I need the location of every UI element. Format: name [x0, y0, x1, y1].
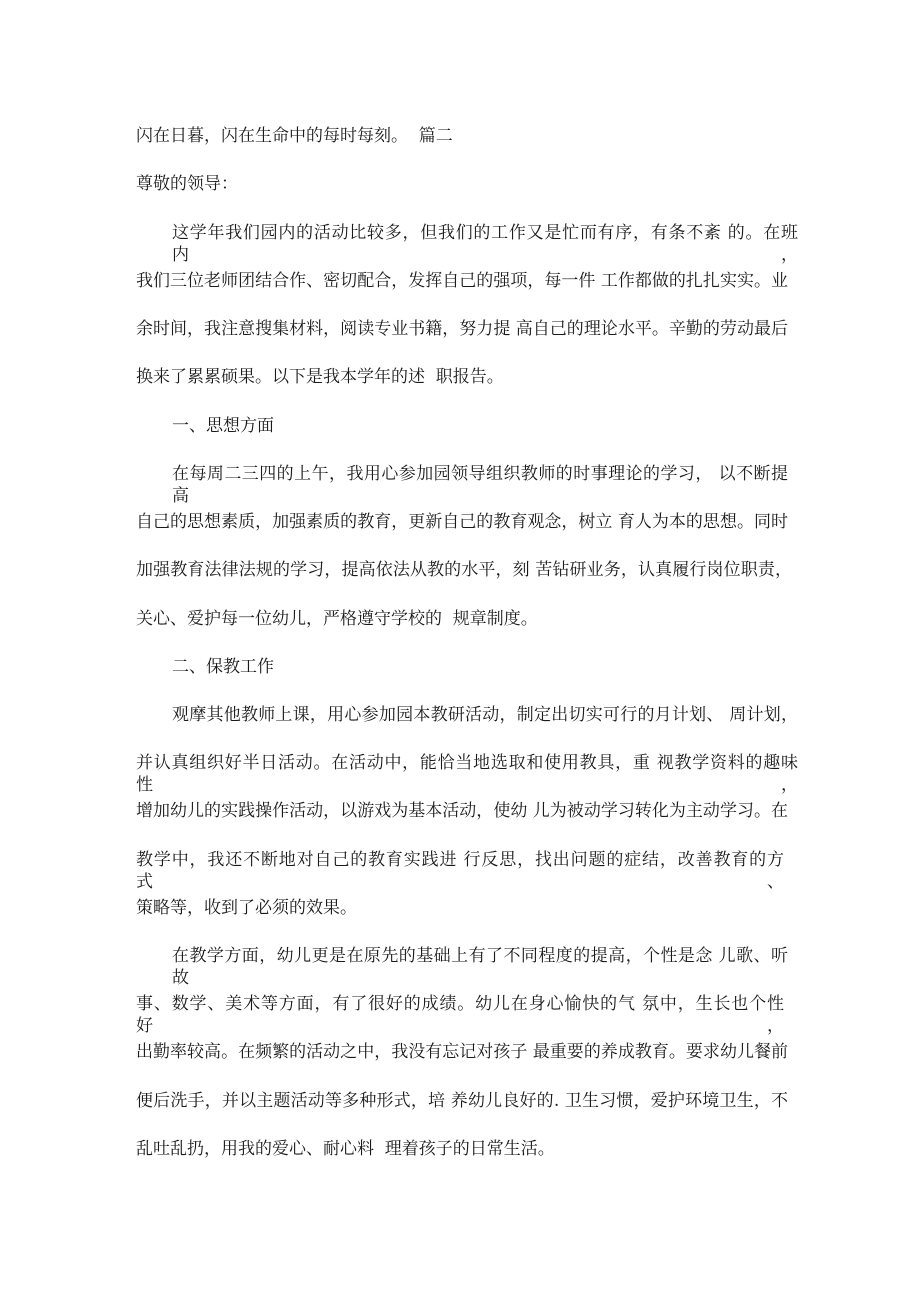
paragraph-teaching-line-4: 教学中，我还不断地对自己的教育实践进 行反思，找出问题的症结，改善教育的方式、: [136, 850, 784, 892]
paragraph-results-line-2: 事、数学、美术等方面，有了很好的成绩。幼儿在身心愉快的气 氛中，生长也个性好，: [136, 994, 784, 1036]
paragraph-thought-line-3: 加强教育法律法规的学习，提高依法从教的水平，刻 苦钻研业务，认真履行岗位职责，: [136, 560, 792, 580]
salutation: 尊敬的领导：: [136, 174, 238, 194]
paragraph-teaching-line-3: 增加幼儿的实践操作活动，以游戏为基本活动，使幼 儿为被动学习转化为主动学习。在: [136, 801, 788, 821]
paragraph-intro-line-1: 这学年我们园内的活动比较多，但我们的工作又是忙而有序，有条不紊 的。在班内，: [172, 223, 798, 265]
paragraph-thought-line-4: 关心、爱护每一位幼儿，严格遵守学校的 规章制度。: [136, 609, 538, 629]
paragraph-results-line-3: 出勤率较高。在频繁的活动之中，我没有忘记对孩子 最重要的养成教育。要求幼儿餐前: [136, 1042, 788, 1062]
paragraph-thought-line-2: 自己的思想素质，加强素质的教育，更新自己的教育观念，树立 育人为本的思想。同时: [136, 512, 788, 532]
paragraph-intro-line-3: 余时间，我注意搜集材料，阅读专业书籍，努力提 高自己的理论水平。辛勤的劳动最后: [136, 319, 788, 339]
paragraph-results-line-4: 便后洗手，并以主题活动等多种形式，培 养幼儿良好的. 卫生习惯，爱护环境卫生，不: [136, 1091, 788, 1111]
paragraph-teaching-line-2: 并认真组织好半日活动。在活动中，能恰当地选取和使用教具，重 视教学资料的趣味性，: [136, 753, 798, 795]
paragraph-teaching-line-5: 策略等，收到了必须的效果。: [136, 898, 357, 918]
paragraph-results-line-1: 在教学方面，幼儿更是在原先的基础上有了不同程度的提高，个性是念 儿歌、听故: [172, 946, 788, 988]
section-heading-teaching: 二、保教工作: [172, 657, 274, 677]
paragraph-results-line-5: 乱吐乱扔，用我的爱心、耐心料 理着孩子的日常生活。: [136, 1139, 555, 1159]
section-heading-thought: 一、思想方面: [172, 416, 274, 436]
paragraph-intro-line-2: 我们三位老师团结合作、密切配合，发挥自己的强项，每一件 工作都做的扎扎实实。业: [136, 271, 788, 291]
paragraph-thought-line-1: 在每周二三四的上午，我用心参加园领导组织教师的时事理论的学习， 以不断提高: [172, 464, 788, 506]
text-line-closing: 闪在日暮，闪在生命中的每时每刻。 篇二: [136, 126, 453, 146]
paragraph-intro-line-4: 换来了累累硕果。以下是我本学年的述 职报告。: [136, 367, 504, 387]
paragraph-teaching-line-1: 观摩其他教师上课，用心参加园本教研活动，制定出切实可行的月计划、 周计划，: [172, 705, 798, 725]
